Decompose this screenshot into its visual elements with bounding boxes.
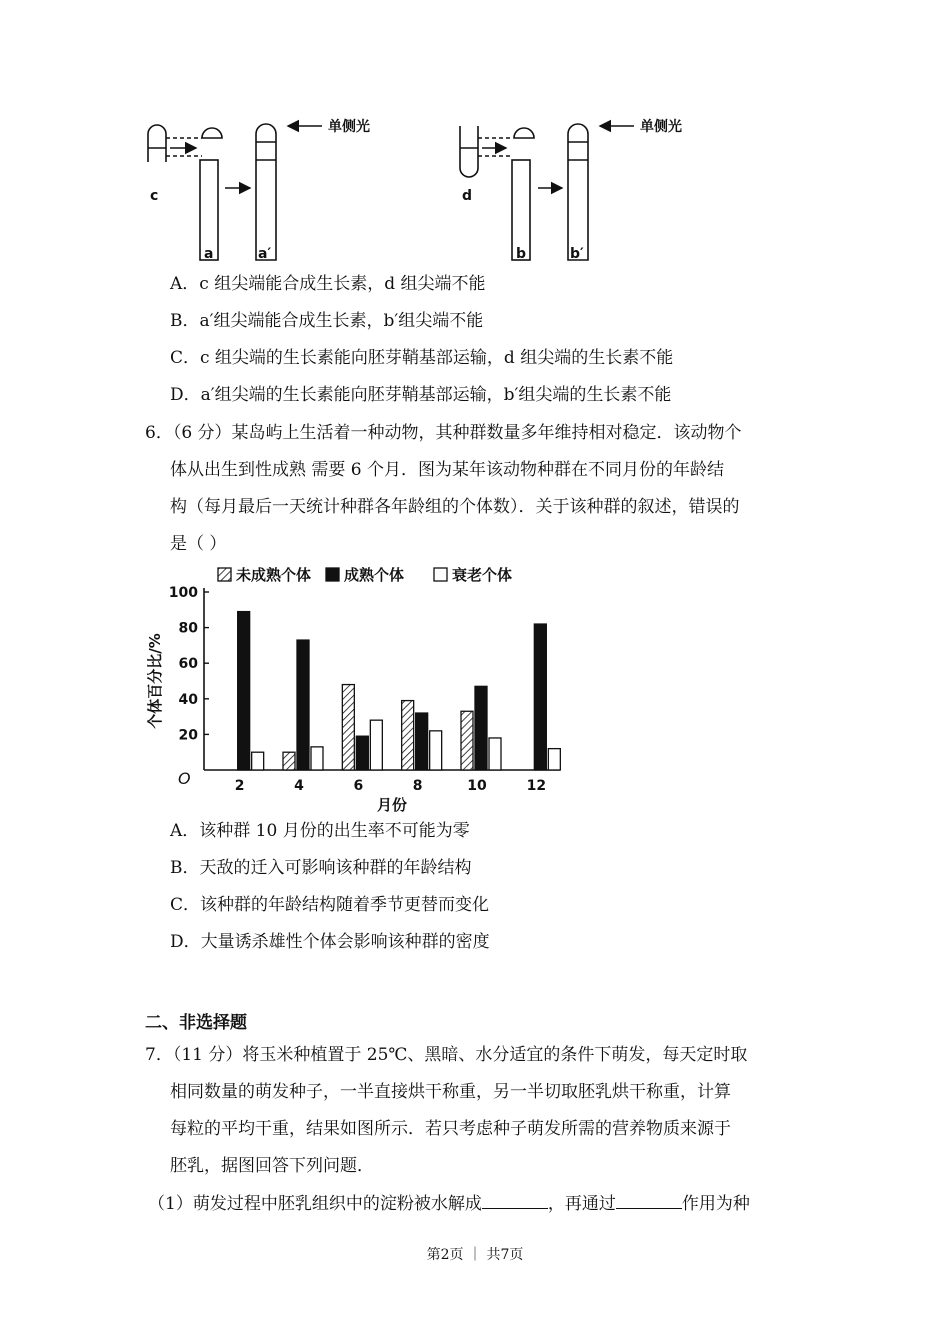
- bar-solid: [297, 640, 309, 770]
- q6-line-2: 体从出生到性成熟 需要 6 个月．图为某年该动物种群在不同月份的年龄结: [170, 460, 725, 480]
- x-tick-label: 6: [353, 778, 364, 794]
- section-title: 二、非选择题: [145, 1013, 247, 1033]
- bar-solid: [356, 736, 368, 770]
- light-label-right: 单侧光: [640, 119, 682, 135]
- tip-dome-left: [202, 128, 222, 138]
- coleoptile-a: [200, 160, 218, 260]
- answer-blank-2[interactable]: [616, 1192, 682, 1209]
- q5-option-a: A．c 组尖端能合成生长素，d 组尖端不能: [170, 274, 486, 294]
- bar-hollow: [370, 720, 382, 770]
- q5-option-c: C．c 组尖端的生长素能向胚芽鞘基部运输，d 组尖端的生长素不能: [170, 348, 674, 368]
- bar-solid: [475, 686, 487, 770]
- tip-c: [148, 125, 166, 162]
- label-b: b: [516, 246, 527, 262]
- bar-hatched: [461, 711, 473, 770]
- coleoptile-b-prime: [568, 124, 588, 260]
- bar-solid: [238, 612, 250, 770]
- bar-hollow: [430, 731, 442, 770]
- age-structure-chart: [140, 562, 580, 817]
- q6-line-1: 6．（6 分）某岛屿上生活着一种动物，其种群数量多年维持相对稳定．该动物个: [145, 423, 742, 443]
- label-b-prime: b′: [570, 246, 584, 262]
- bar-hatched: [342, 685, 354, 770]
- q7-line-1: 7．（11 分）将玉米种植置于 25℃、黑暗、水分适宜的条件下萌发，每天定时取: [145, 1045, 748, 1065]
- page-footer: 第2页 ｜ 共7页: [426, 1247, 524, 1263]
- bar-solid: [534, 624, 546, 770]
- q7-sub-1-middle: ，再通过: [547, 1194, 616, 1214]
- q6-option-a: A．该种群 10 月份的出生率不可能为零: [170, 821, 470, 841]
- tip-dome-right: [514, 128, 534, 138]
- q7-sub-1: [148, 1192, 750, 1215]
- q7-sub-1-after: 作用为种: [681, 1194, 750, 1214]
- x-tick-label: 2: [234, 778, 245, 794]
- x-tick-label: 10: [467, 778, 487, 794]
- bar-hatched: [283, 752, 295, 770]
- label-c: c: [150, 188, 159, 204]
- q7-line-2: 相同数量的萌发种子，一半直接烘干称重，另一半切取胚乳烘干称重，计算: [170, 1082, 731, 1102]
- y-tick-label: 20: [178, 727, 198, 744]
- origin-label: O: [178, 769, 191, 788]
- bar-hatched: [402, 701, 414, 770]
- bar-solid: [416, 713, 428, 770]
- label-d: d: [462, 188, 473, 204]
- bar-hollow: [252, 752, 264, 770]
- q6-option-d: D．大量诱杀雄性个体会影响该种群的密度: [170, 932, 490, 952]
- x-tick-label: 4: [294, 778, 304, 794]
- answer-blank-1[interactable]: [482, 1192, 548, 1209]
- q7-line-4: 胚乳，据图回答下列问题．: [170, 1156, 374, 1176]
- y-axis-label: 个体百分比/%: [146, 633, 164, 729]
- q5-option-b: B．a′组尖端能合成生长素，b′组尖端不能: [170, 311, 484, 331]
- y-tick-label: 80: [178, 620, 198, 637]
- q7-line-3: 每粒的平均干重，结果如图所示．若只考虑种子萌发所需的营养物质来源于: [170, 1119, 731, 1139]
- y-tick-label: 40: [178, 691, 198, 708]
- legend-swatch-hollow: [434, 568, 447, 581]
- label-a: a: [204, 246, 214, 262]
- x-tick-label: 12: [526, 778, 547, 794]
- legend-swatch-solid: [326, 568, 339, 581]
- y-tick-label: 60: [178, 656, 198, 673]
- q6-line-3: 构（每月最后一天统计种群各年龄组的个体数）．关于该种群的叙述，错误的: [170, 497, 740, 517]
- x-axis-label: 月份: [376, 796, 408, 814]
- bar-hollow: [548, 749, 560, 770]
- legend-swatch-hatched: [218, 568, 231, 581]
- q6-option-b: B．天敌的迁入可影响该种群的年龄结构: [170, 858, 472, 878]
- x-tick-label: 8: [412, 778, 423, 794]
- legend-label: 未成熟个体: [236, 566, 312, 584]
- label-a-prime: a′: [258, 246, 272, 262]
- q6-line-4: 是（ ）: [170, 534, 227, 554]
- q7-sub-1-before: （1）萌发过程中胚乳组织中的淀粉被水解成: [148, 1194, 482, 1214]
- legend-label: 成熟个体: [344, 566, 405, 584]
- bar-hollow: [311, 747, 323, 770]
- tip-d: [460, 126, 478, 177]
- coleoptile-a-prime: [256, 124, 276, 260]
- legend-label: 衰老个体: [452, 566, 513, 584]
- q5-option-d: D．a′组尖端的生长素能向胚芽鞘基部运输，b′组尖端的生长素不能: [170, 385, 672, 405]
- y-tick-label: 100: [168, 585, 198, 601]
- q6-option-c: C．该种群的年龄结构随着季节更替而变化: [170, 895, 490, 915]
- light-label-left: 单侧光: [328, 119, 370, 135]
- auxin-experiment-diagram: [140, 112, 700, 264]
- coleoptile-b: [512, 160, 530, 260]
- bar-hollow: [489, 738, 501, 770]
